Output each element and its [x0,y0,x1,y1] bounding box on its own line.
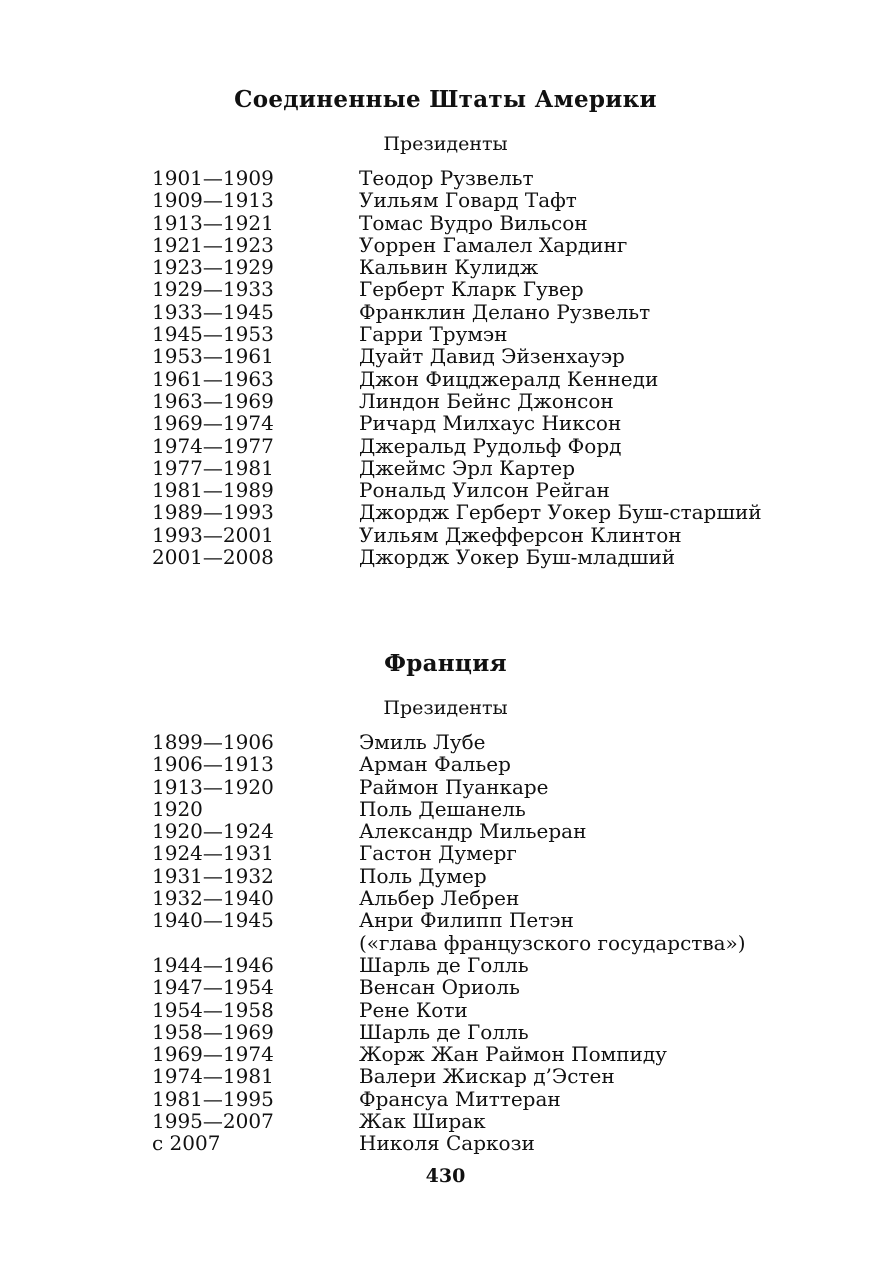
president-name: Николя Саркози [359,1131,535,1156]
term-years: 1947—1954 [152,975,274,1000]
list-item [150,390,830,412]
list-item [150,345,830,367]
term-years: 1924—1931 [152,841,274,866]
president-name: Кальвин Кулидж [359,255,539,280]
term-years: 1933—1945 [152,299,274,324]
term-years: 1953—1961 [152,344,274,369]
president-name: Валери Жискар д’Эстен [359,1064,615,1089]
term-years: 1899—1906 [152,730,274,754]
list-item [150,798,830,820]
president-name: Анри Филипп Петэн [359,908,574,933]
term-years: 1974—1981 [152,1064,274,1089]
term-years: 1929—1933 [152,277,274,302]
term-years: 1969—1974 [152,1042,274,1067]
list-item [150,189,830,211]
list-item [150,932,830,954]
list-item [150,1043,830,1065]
list-item [150,753,830,775]
president-name: Гастон Думерг [359,841,517,866]
term-years: 1995—2007 [152,1109,274,1134]
president-name: Альбер Лебрен [359,886,520,911]
term-years: 1993—2001 [152,522,274,547]
list-item [150,323,830,345]
president-name-note: («глава французского государства») [359,930,746,955]
president-name: Жак Ширак [359,1109,486,1134]
term-years: 1901—1909 [152,166,274,190]
list-item [150,234,830,256]
term-years: 1963—1969 [152,388,274,413]
list-item [150,412,830,434]
usa-section-title: Соединенные Штаты Америки [234,86,657,113]
list-item [150,820,830,842]
page-number: 430 [425,1165,466,1187]
list-item [150,887,830,909]
president-name: Томас Вудро Вильсон [359,210,588,235]
france-presidents-list [150,731,830,1155]
president-name: Джон Фицджералд Кеннеди [359,366,659,391]
usa-presidents-list [150,167,830,568]
list-item [150,278,830,300]
term-years: 1989—1993 [152,500,274,525]
term-years: 1981—1989 [152,478,274,503]
list-item [150,976,830,998]
president-name: Уильям Говард Тафт [359,188,577,213]
list-item [150,524,830,546]
president-name: Шарль де Голль [359,952,529,977]
term-years: 1981—1995 [152,1086,274,1111]
term-years: 1913—1921 [152,210,274,235]
president-name: Джордж Герберт Уокер Буш-старший [359,500,762,525]
usa-presidents-subheading: Президенты [383,133,508,155]
president-name: Джеральд Рудольф Форд [359,433,622,458]
term-years: 1932—1940 [152,886,274,911]
list-item [150,301,830,323]
list-item [150,368,830,390]
president-name: Венсан Ориоль [359,975,520,1000]
president-name: Александр Мильеран [359,819,587,844]
president-name: Линдон Бейнс Джонсон [359,388,614,413]
list-item [150,1065,830,1087]
president-name: Джордж Уокер Буш-младший [359,545,676,570]
term-years: 1954—1958 [152,997,274,1022]
president-name: Арман Фальер [359,752,511,777]
list-item [150,865,830,887]
president-name: Франклин Делано Рузвельт [359,299,651,324]
list-item [150,546,830,568]
president-name: Дуайт Давид Эйзенхауэр [359,344,625,369]
list-item [150,776,830,798]
president-name: Раймон Пуанкаре [359,774,549,799]
list-item [150,256,830,278]
list-item [150,954,830,976]
president-name: Поль Дешанель [359,796,526,821]
president-name: Жорж Жан Раймон Помпиду [359,1042,667,1067]
president-name: Уоррен Гамалел Хардинг [359,232,628,257]
president-name: Эмиль Лубе [359,730,486,754]
president-name: Поль Думер [359,863,487,888]
term-years: 1940—1945 [152,908,274,933]
term-years: 1961—1963 [152,366,274,391]
term-years: 1906—1913 [152,752,274,777]
list-item [150,167,830,189]
president-name: Франсуа Миттеран [359,1086,561,1111]
list-item [150,731,830,753]
term-years: 1909—1913 [152,188,274,213]
france-section-title: Франция [384,650,507,677]
term-years: 1974—1977 [152,433,274,458]
president-name: Уильям Джефферсон Клинтон [359,522,682,547]
president-name: Герберт Кларк Гувер [359,277,584,302]
term-years: 2001—2008 [152,545,274,570]
term-years: 1958—1969 [152,1019,274,1044]
list-item [150,909,830,931]
president-name: Рене Коти [359,997,468,1022]
list-item [150,212,830,234]
term-years: 1944—1946 [152,952,274,977]
president-name: Ричард Милхаус Никсон [359,411,622,436]
list-item [150,501,830,523]
list-item [150,1021,830,1043]
list-item [150,479,830,501]
president-name: Рональд Уилсон Рейган [359,478,610,503]
term-years: 1923—1929 [152,255,274,280]
term-years: 1931—1932 [152,863,274,888]
president-name: Гарри Трумэн [359,322,508,347]
term-years: 1977—1981 [152,455,274,480]
list-item [150,457,830,479]
term-years: с 2007 [152,1131,221,1156]
list-item [150,435,830,457]
term-years: 1945—1953 [152,322,274,347]
list-item [150,842,830,864]
list-item [150,1110,830,1132]
list-item [150,1088,830,1110]
term-years: 1913—1920 [152,774,274,799]
president-name: Шарль де Голль [359,1019,529,1044]
list-item [150,1132,830,1154]
president-name: Джеймс Эрл Картер [359,455,576,480]
france-presidents-subheading: Президенты [383,697,508,719]
term-years: 1969—1974 [152,411,274,436]
term-years: 1920—1924 [152,819,274,844]
president-name: Теодор Рузвельт [359,166,534,190]
term-years: 1921—1923 [152,232,274,257]
term-years: 1920 [152,796,203,821]
list-item [150,999,830,1021]
